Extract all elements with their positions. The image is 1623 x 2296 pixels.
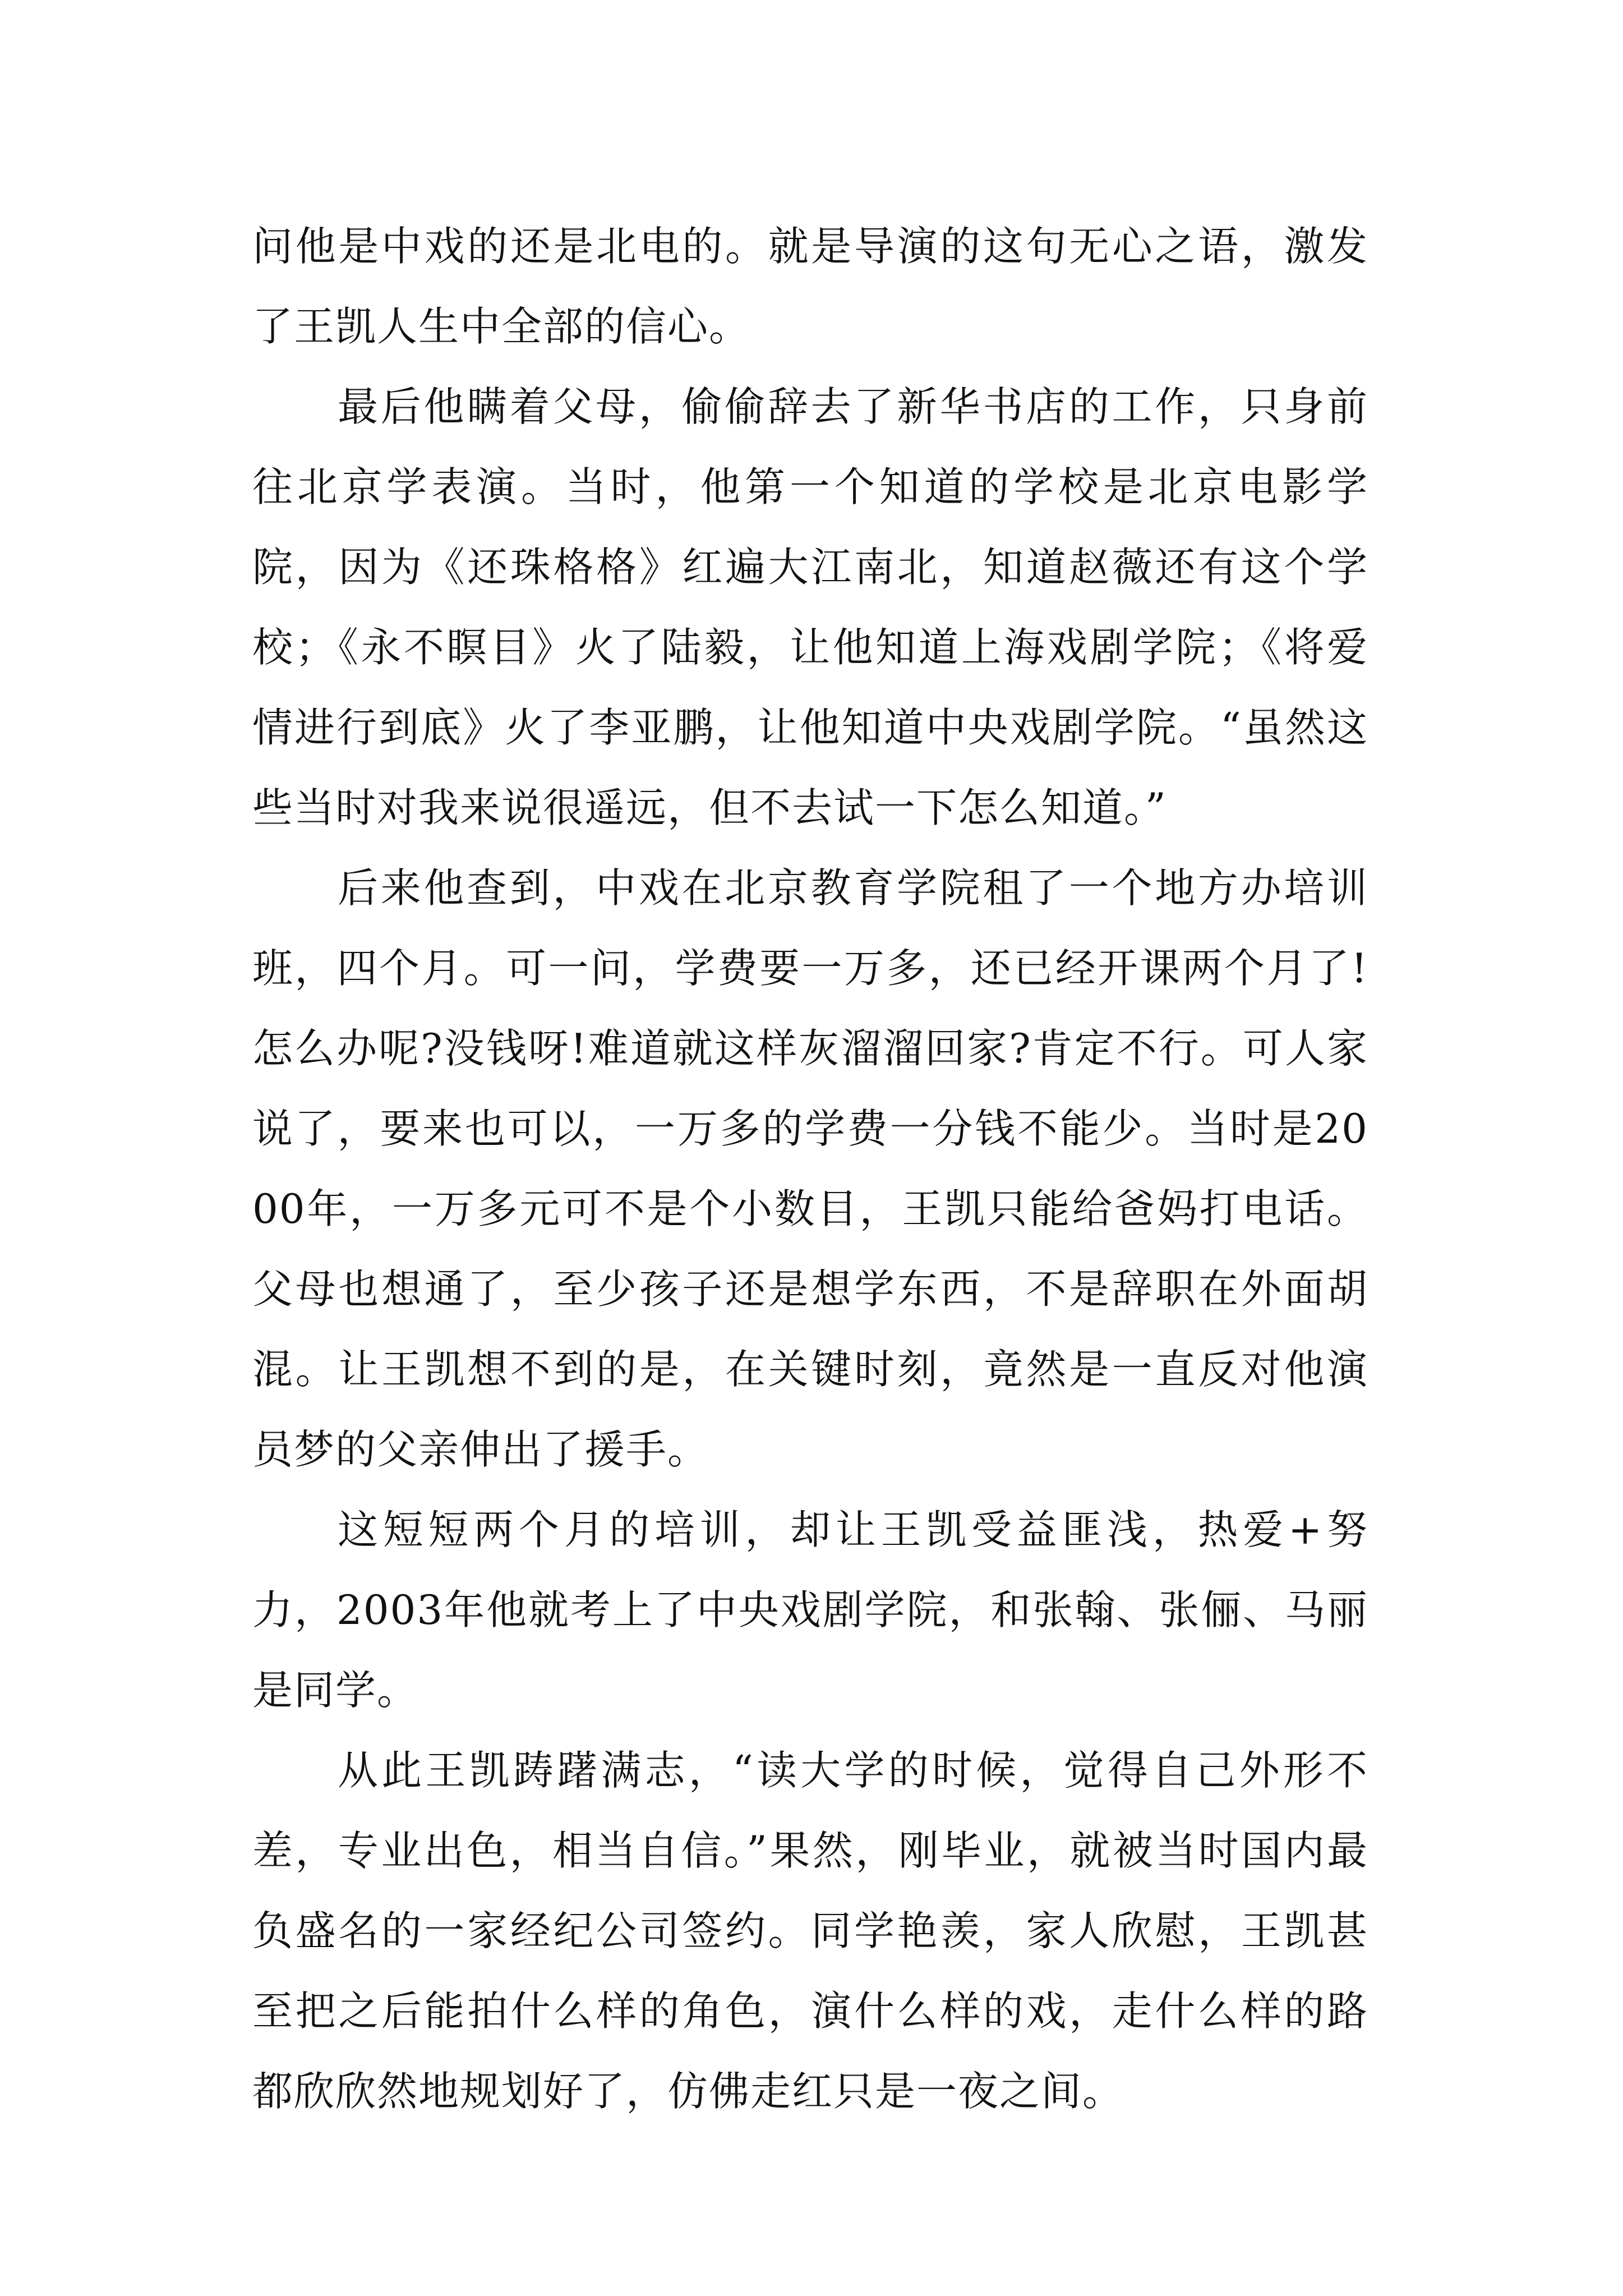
paragraph-2: 最后他瞒着父母，偷偷辞去了新华书店的工作，只身前往北京学表演。当时，他第一个知道的学校是北京电影学院，因为《还珠格格》红遍大江南北，知道赵薇还有这个学校；《永不瞑目》火了陆毅，让他知道上海戏剧学院；《将爱情进行到底》火了李亚鹏，让他知道中央戏剧学院。“虽然这些当时对我来说很遥远，但不去试一下怎么知道。”: [252, 383, 1368, 831]
body-text: [252, 206, 1368, 2132]
paragraph-5: 从此王凯踌躇满志，“读大学的时候，觉得自己外形不差，专业出色，相当自信。”果然，刚毕业，就被当时国内最负盛名的一家经纪公司签约。同学艳羡，家人欣慰，王凯甚至把之后能拍什么样的角色，演什么样的戏，走什么样的路都欣欣然地规划好了，仿佛走红只是一夜之间。: [252, 1747, 1368, 2115]
paragraph-3: 后来他查到，中戏在北京教育学院租了一个地方办培训班，四个月。可一问，学费要一万多，还已经开课两个月了!怎么办呢?没钱呀!难道就这样灰溜溜回家?肯定不行。可人家说了，要来也可以，一万多的学费一分钱不能少。当时是2000年，一万多元可不是个小数目，王凯只能给爸妈打电话。父母也想通了，至少孩子还是想学东西，不是辞职在外面胡混。让王凯想不到的是，在关键时刻，竟然是一直反对他演员梦的父亲伸出了援手。: [252, 864, 1368, 1473]
paragraph-4: 这短短两个月的培训，却让王凯受益匪浅，热爱+努力，2003年他就考上了中央戏剧学院，和张翰、张俪、马丽是同学。: [252, 1506, 1368, 1714]
paragraph-1: 问他是中戏的还是北电的。就是导演的这句无心之语，激发了王凯人生中全部的信心。: [252, 223, 1368, 350]
